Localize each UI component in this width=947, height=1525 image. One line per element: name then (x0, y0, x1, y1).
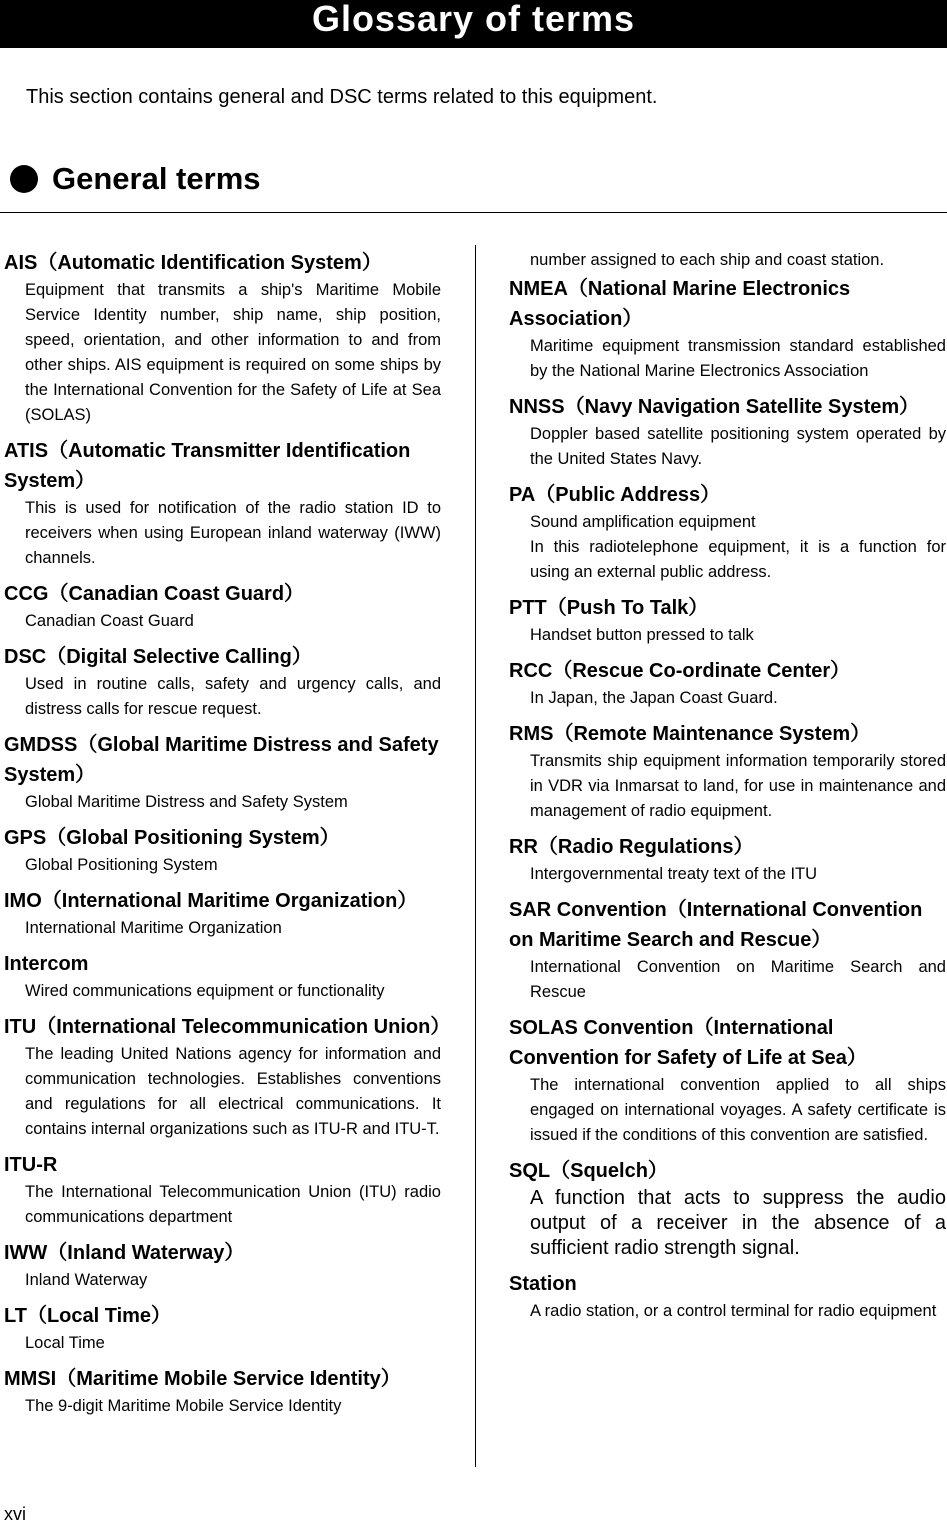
title-bar (0, 0, 947, 48)
column-divider (475, 245, 476, 1467)
glossary-definition: Intergovernmental treaty text of the ITU (530, 865, 818, 883)
glossary-entry (509, 1156, 946, 1261)
glossary-term: AIS（Automatic Identification System） (4, 252, 382, 274)
glossary-definition: Sound amplification equipment (530, 513, 756, 531)
section-divider (0, 212, 947, 213)
glossary-entry (509, 392, 946, 472)
glossary-term: CCG（Canadian Coast Guard） (4, 583, 305, 605)
intro-text: This section contains general and DSC terms related to this equipment. (26, 86, 658, 108)
glossary-definition: In this radiotelephone equipment, it is a function for using an external public address. (530, 538, 946, 581)
glossary-entry (4, 823, 441, 878)
glossary-term: NNSS（Navy Navigation Satellite System） (509, 396, 920, 418)
glossary-definition: A function that acts to suppress the audio output of a receiver in the absence of a sufficient radio strength signal. (530, 1187, 946, 1259)
glossary-term: ITU（International Telecommunication Union） (4, 1016, 451, 1038)
page-number: xvi (4, 1504, 26, 1524)
glossary-entry (509, 719, 946, 824)
glossary-term: ATIS（Automatic Transmitter Identification System） (4, 440, 411, 492)
glossary-term: PTT（Push To Talk） (509, 597, 709, 619)
glossary-entry (509, 1013, 946, 1148)
glossary-term: SOLAS Convention（International Convention for Safety of Life at Sea） (509, 1017, 867, 1069)
glossary-entry (4, 949, 441, 1004)
glossary-term: NMEA（National Marine Electronics Association） (509, 278, 851, 330)
glossary-entry (4, 1238, 441, 1293)
glossary-term: Station (509, 1273, 577, 1295)
glossary-definition: Inland Waterway (25, 1271, 148, 1289)
glossary-definition: The International Telecommunication Union (ITU) radio communications department (25, 1183, 441, 1226)
glossary-term: Intercom (4, 953, 89, 975)
right-column (509, 248, 946, 1332)
bullet-icon (10, 165, 38, 193)
page-title: Glossary of terms (311, 0, 636, 39)
glossary-definition: The international convention applied to all ships engaged on international voyages. A safety certificate is issued if the conditions of this convention are satisfied. (530, 1076, 946, 1144)
glossary-term: RR（Radio Regulations） (509, 836, 754, 858)
glossary-term: RMS（Remote Maintenance System） (509, 723, 871, 745)
glossary-definition: Handset button pressed to talk (530, 626, 754, 644)
glossary-entry (509, 656, 946, 711)
glossary-definition: In Japan, the Japan Coast Guard. (530, 689, 778, 707)
glossary-definition: Global Maritime Distress and Safety System (25, 793, 348, 811)
glossary-term: SAR Convention（International Convention on Maritime Search and Rescue） (509, 899, 923, 951)
glossary-term: GMDSS（Global Maritime Distress and Safety System） (4, 734, 439, 786)
glossary-definition: Canadian Coast Guard (25, 612, 194, 630)
section-heading (4, 161, 261, 197)
glossary-definition: Equipment that transmits a ship's Maritime Mobile Service Identity number, ship name, ship position, speed, orientation, and other information to and from other ships. AIS equipment is required on some ships by the International Convention for the Safety of Life at Sea (SOLAS) (25, 281, 441, 424)
glossary-term: DSC（Digital Selective Calling） (4, 646, 312, 668)
left-column (4, 248, 451, 1427)
glossary-entry (509, 274, 946, 384)
glossary-entry (509, 895, 946, 1005)
glossary-entry (4, 642, 441, 722)
glossary-definition: A radio station, or a control terminal for radio equipment (530, 1302, 937, 1320)
glossary-entry (4, 248, 441, 428)
glossary-entry (4, 579, 441, 634)
glossary-definition: This is used for notification of the radio station ID to receivers when using European inland waterway (IWW) channels. (25, 499, 441, 567)
glossary-term: IMO（International Maritime Organization） (4, 890, 418, 912)
glossary-entry (509, 593, 946, 648)
glossary-definition: International Convention on Maritime Search and Rescue (530, 958, 946, 1001)
glossary-term: RCC（Rescue Co-ordinate Center） (509, 660, 851, 682)
glossary-term: ITU-R (4, 1154, 58, 1176)
glossary-entry (4, 1150, 441, 1230)
glossary-definition: Transmits ship equipment information temporarily stored in VDR via Inmarsat to land, for use in maintenance and management of radio equipment. (530, 752, 946, 820)
glossary-entry (4, 886, 441, 941)
glossary-entry (4, 1301, 441, 1356)
glossary-term: SQL（Squelch） (509, 1160, 668, 1182)
glossary-term: LT（Local Time） (4, 1305, 172, 1327)
glossary-definition: Maritime equipment transmission standard established by the National Marine Electronics Association (530, 337, 946, 380)
glossary-definition: International Maritime Organization (25, 919, 282, 937)
glossary-entry (509, 1269, 946, 1324)
glossary-definition: Used in routine calls, safety and urgency calls, and distress calls for rescue request. (25, 675, 441, 718)
glossary-term: GPS（Global Positioning System） (4, 827, 340, 849)
continued-definition: number assigned to each ship and coast station. (530, 251, 885, 269)
glossary-definition: Wired communications equipment or functionality (25, 982, 385, 1000)
glossary-definition: Doppler based satellite positioning system operated by the United States Navy. (530, 425, 946, 468)
glossary-term: PA（Public Address） (509, 484, 721, 506)
glossary-entry (509, 832, 946, 887)
glossary-definition: The 9-digit Maritime Mobile Service Identity (25, 1397, 342, 1415)
glossary-definition: Local Time (25, 1334, 105, 1352)
glossary-definition: The leading United Nations agency for information and communication technologies. Establishes conventions and regulations for all electrical communications. It contains internal organizations such as ITU-R and ITU-T. (25, 1045, 441, 1138)
glossary-entry (4, 730, 441, 815)
glossary-term: MMSI（Maritime Mobile Service Identity） (4, 1368, 401, 1390)
right-column-entries (509, 274, 946, 1324)
glossary-entry (4, 1012, 451, 1142)
glossary-entry (509, 480, 946, 585)
section-heading-label: General terms (52, 161, 261, 196)
glossary-entry (4, 436, 441, 571)
glossary-term: IWW（Inland Waterway） (4, 1242, 245, 1264)
glossary-definition: Global Positioning System (25, 856, 218, 874)
glossary-entry (4, 1364, 441, 1419)
